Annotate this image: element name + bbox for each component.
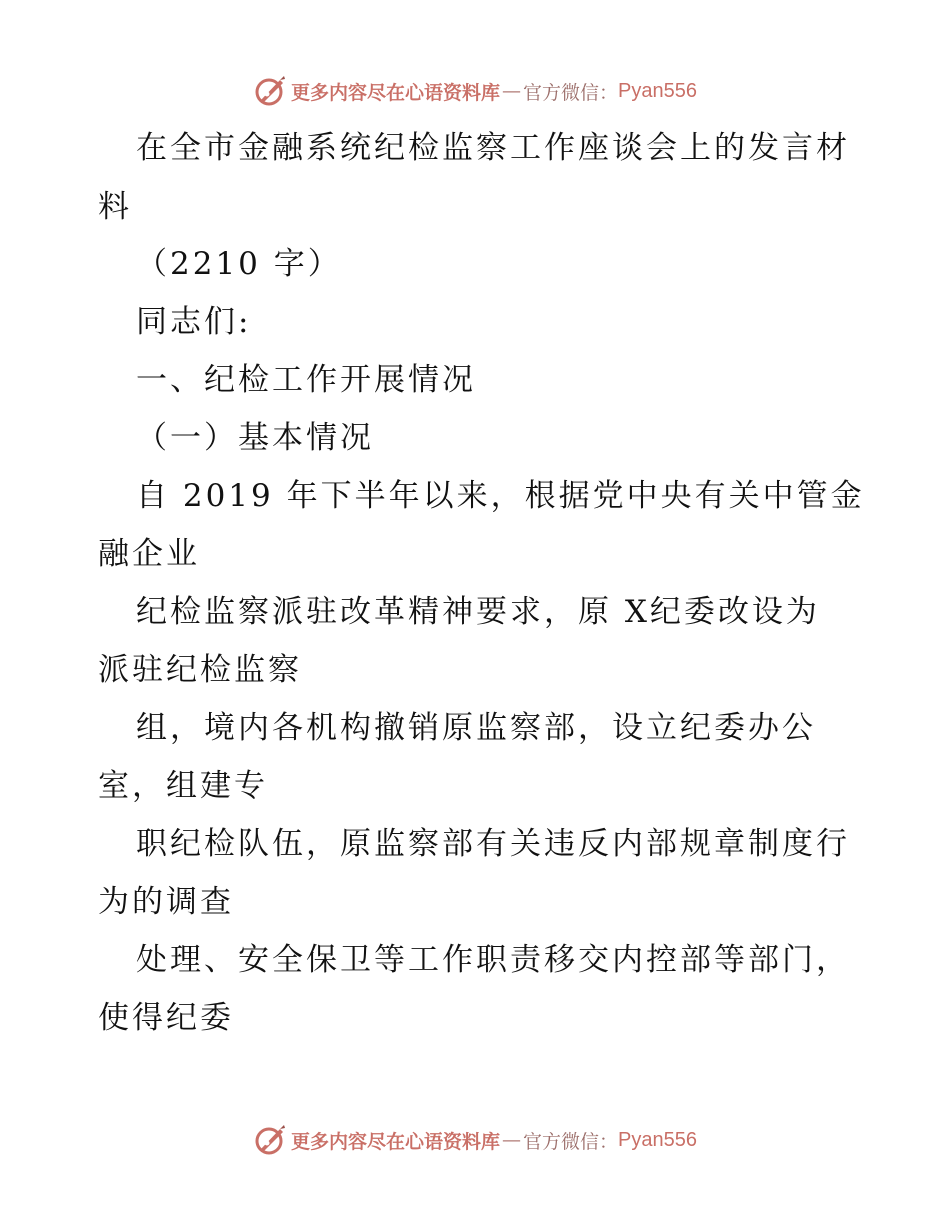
quill-seal-logo-icon <box>253 74 287 108</box>
watermark-wechat-label: 官方微信： <box>523 1130 619 1153</box>
paragraph-line: 职纪检队伍，原监察部有关违反内部规章制度行 <box>136 826 850 862</box>
watermark-text: 更多内容尽在心语资料库 <box>291 81 501 104</box>
salutation: 同志们: <box>136 304 252 340</box>
quill-seal-logo-icon <box>253 1123 287 1157</box>
document-title-line-1: 在全市金融系统纪检监察工作座谈会上的发言材 <box>136 130 850 166</box>
paragraph-line: 自 2019 年下半年以来，根据党中央有关中管金 <box>136 478 865 514</box>
paragraph-line: 使得纪委 <box>98 1000 234 1036</box>
watermark-text: 更多内容尽在心语资料库 <box>291 1130 501 1153</box>
watermark-wechat-id: Pyan556 <box>618 79 697 102</box>
paragraph-line: 纪检监察派驻改革精神要求，原 X纪委改设为 <box>136 594 820 630</box>
paragraph-line: 处理、安全保卫等工作职责移交内控部等部门， <box>136 942 850 978</box>
section-heading-1: 一、纪检工作开展情况 <box>136 362 476 398</box>
paragraph-line: 为的调查 <box>98 884 234 920</box>
watermark-banner-bottom <box>0 1120 950 1160</box>
watermark-banner-top <box>0 71 950 111</box>
paragraph-line: 派驻纪检监察 <box>98 652 302 688</box>
watermark-wechat-id: Pyan556 <box>618 1128 697 1151</box>
document-title-line-2: 料 <box>98 189 132 225</box>
word-count: （2210 字） <box>136 246 342 282</box>
watermark-wechat-label: 官方微信： <box>523 81 619 104</box>
subsection-heading-1: （一）基本情况 <box>136 420 374 456</box>
watermark-dash: — <box>502 80 522 102</box>
paragraph-line: 组，境内各机构撤销原监察部，设立纪委办公 <box>136 710 816 746</box>
paragraph-line: 室，组建专 <box>98 768 268 804</box>
watermark-dash: — <box>502 1129 522 1151</box>
paragraph-line: 融企业 <box>98 536 200 572</box>
